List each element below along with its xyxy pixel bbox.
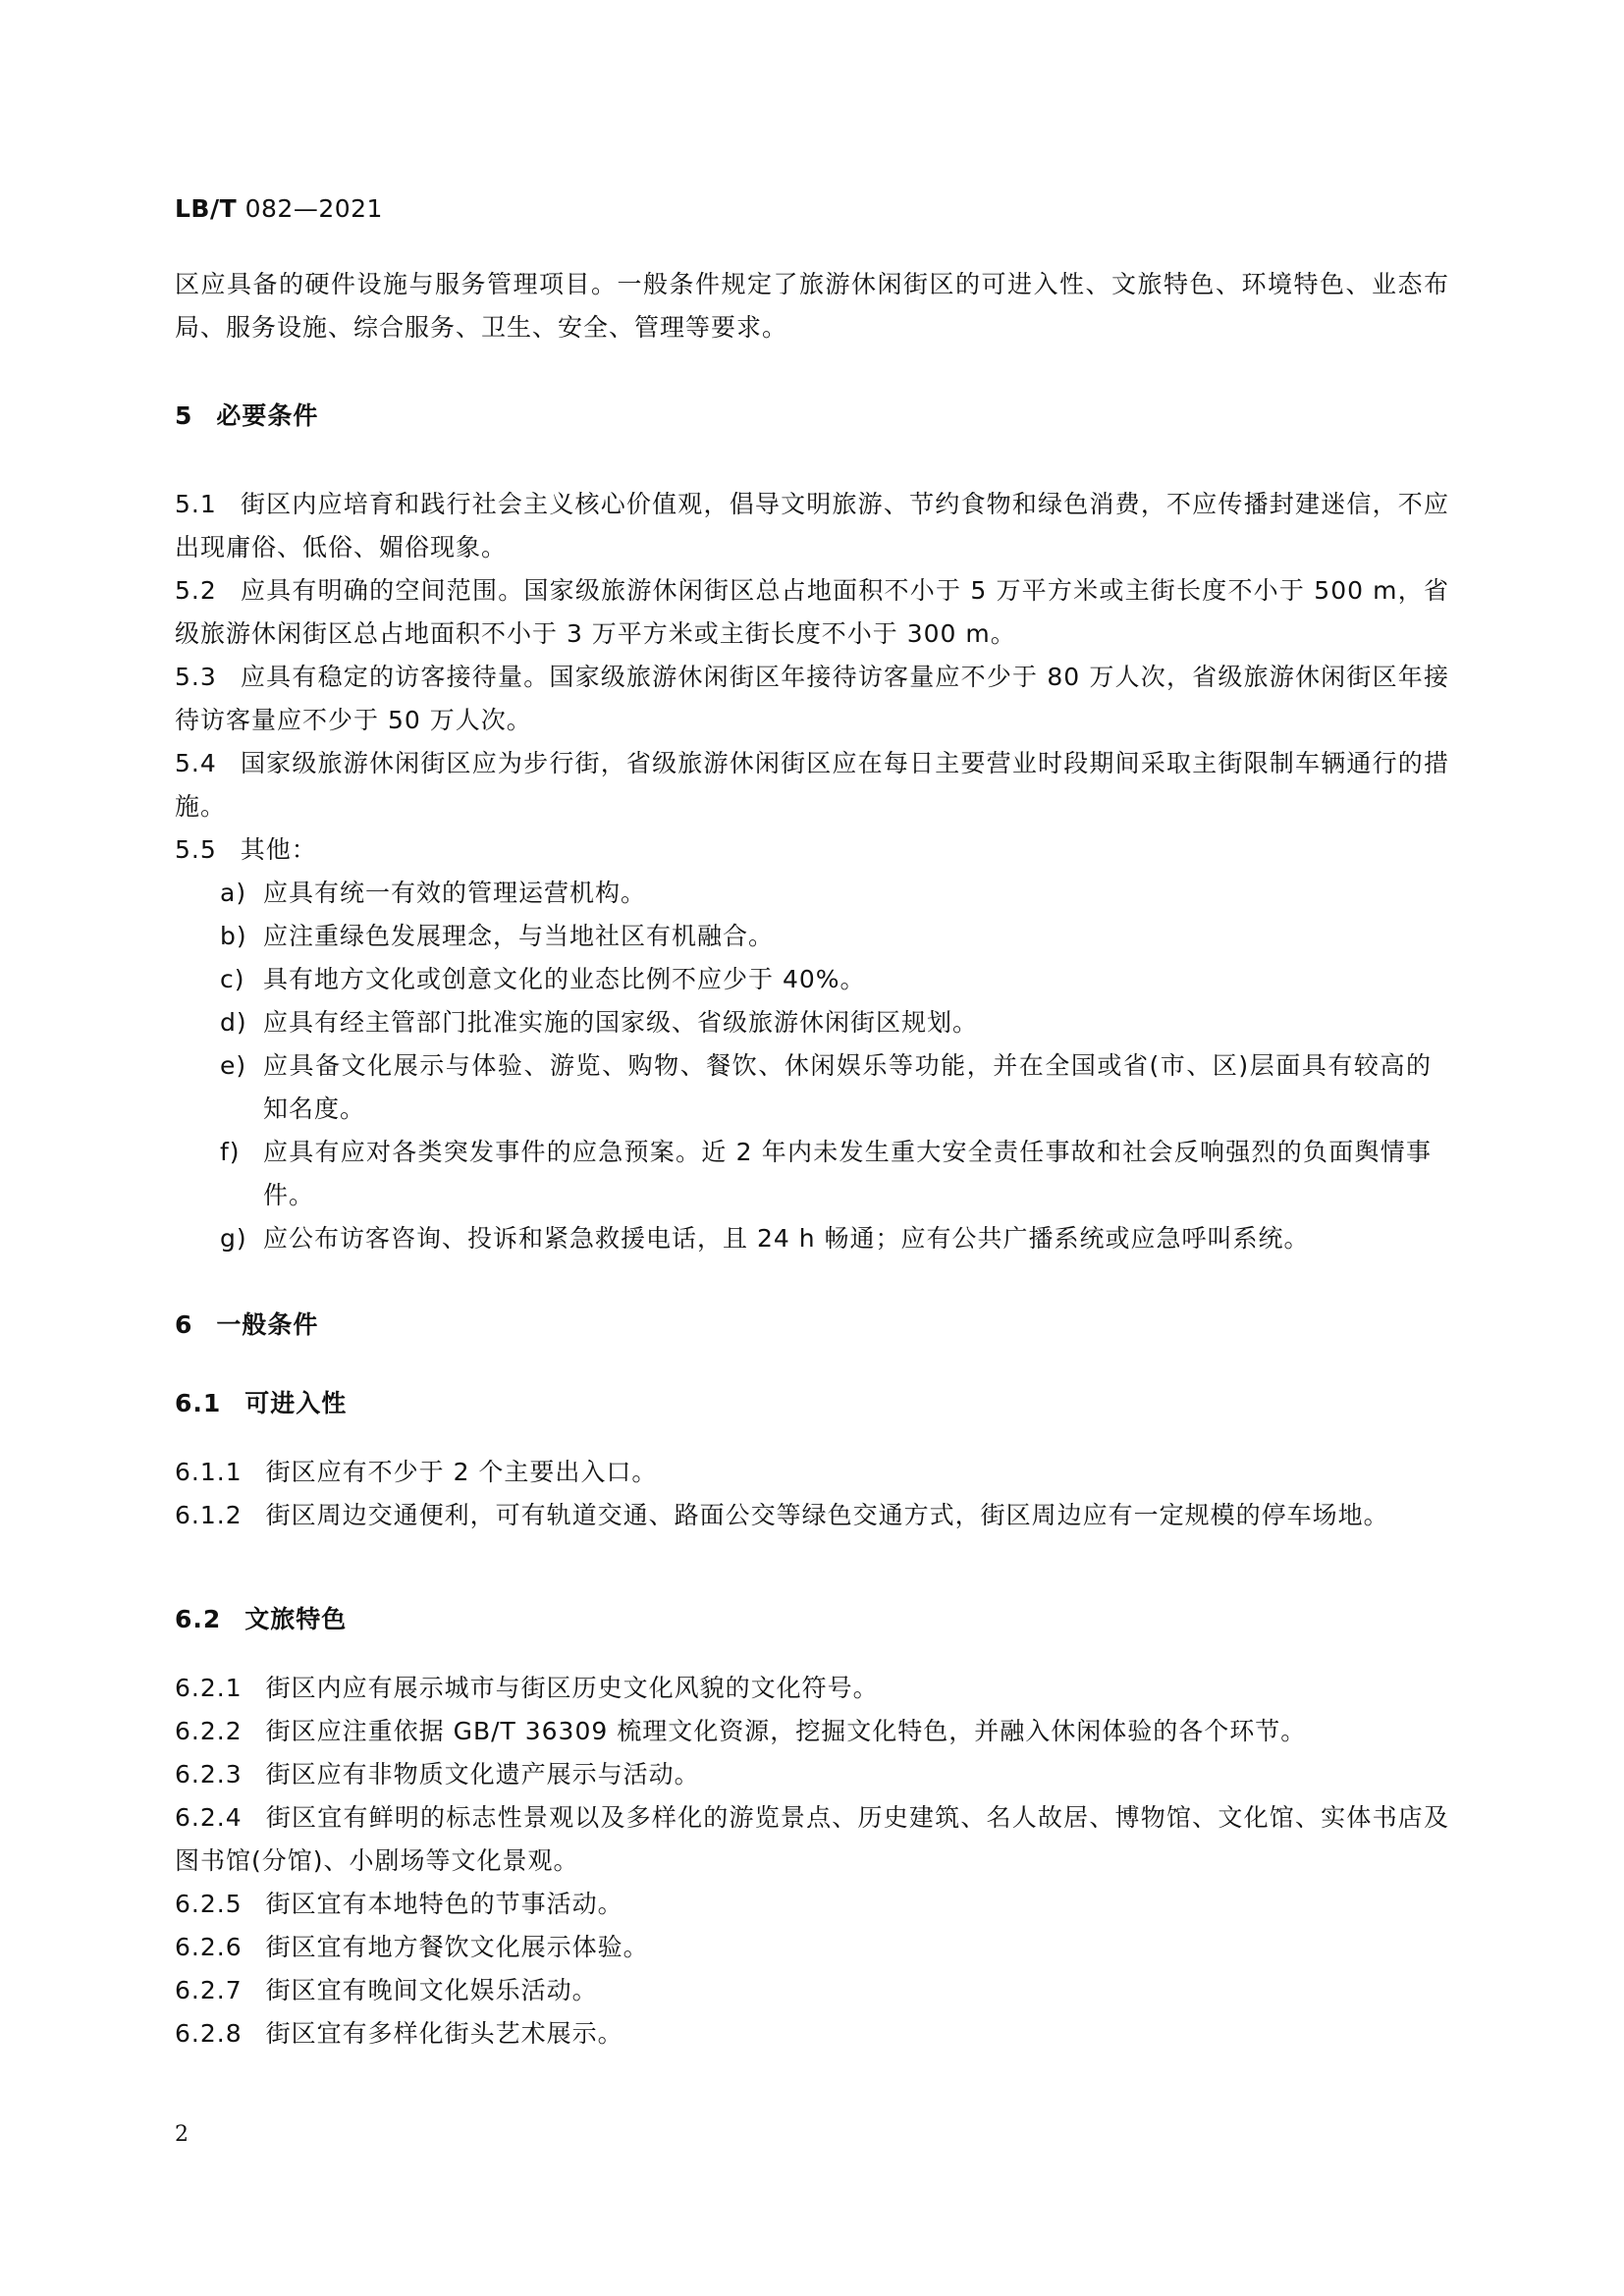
clause-text: 街区内应有展示城市与街区历史文化风貌的文化符号。 [265,1674,879,1702]
list-item-text: 应具有应对各类突发事件的应急预案。近 2 年内未发生重大安全责任事故和社会反响强烈的负面舆情事件。 [263,1138,1432,1209]
clause-number: 5.1 [175,490,217,518]
subsection-6-2-heading [175,1598,1449,1641]
requirement-list [175,872,1449,1260]
clause-6-2-3 [175,1753,1449,1796]
clause-text: 国家级旅游休闲街区应为步行街，省级旅游休闲街区应在每日主要营业时段期间采取主街限制车辆通行的措施。 [175,749,1449,821]
subsection-6-1-heading [175,1382,1449,1425]
subsection-number: 6.1 [175,1389,222,1417]
clause-number: 5.3 [175,663,217,691]
clause-number: 6.2.3 [175,1760,243,1789]
section-title: 必要条件 [216,401,319,430]
clause-6-1-2 [175,1494,1449,1537]
list-item-tag: e) [220,1051,247,1080]
clause-text: 街区周边交通便利，可有轨道交通、路面公交等绿色交通方式，街区周边应有一定规模的停车场地。 [265,1501,1389,1529]
list-item-text: 应公布访客咨询、投诉和紧急救援电话，且 24 h 畅通；应有公共广播系统或应急呼叫系统。 [263,1224,1310,1253]
clause-6-2-8 [175,2012,1449,2056]
clause-text: 街区宜有多样化街头艺术展示。 [265,2019,623,2048]
clause-number: 6.2.8 [175,2019,243,2048]
clause-number: 6.2.4 [175,1803,243,1832]
clause-number: 5.5 [175,835,217,864]
standard-code-number: 082—2021 [237,194,383,223]
list-item-tag: f) [220,1138,241,1166]
list-item [175,1001,1449,1044]
clause-5-2 [175,569,1449,656]
clause-text: 街区宜有鲜明的标志性景观以及多样化的游览景点、历史建筑、名人故居、博物馆、文化馆、实体书店及图书馆(分馆)、小剧场等文化景观。 [175,1803,1449,1875]
subsection-number: 6.2 [175,1605,222,1633]
intro-paragraph: 区应具备的硬件设施与服务管理项目。一般条件规定了旅游休闲街区的可进入性、文旅特色、环境特色、业态布局、服务设施、综合服务、卫生、安全、管理等要求。 [175,270,1449,342]
section-number: 6 [175,1310,193,1339]
clause-number: 5.2 [175,576,217,605]
clause-5-4 [175,742,1449,828]
clause-6-2-2 [175,1710,1449,1753]
clause-text: 街区应注重依据 GB/T 36309 梳理文化资源，挖掘文化特色，并融入休闲体验的各个环节。 [265,1717,1307,1745]
clause-number: 6.2.1 [175,1674,243,1702]
list-item [175,915,1449,958]
clause-text: 街区宜有地方餐饮文化展示体验。 [265,1933,649,1961]
intro-section [175,263,1449,349]
list-item-text: 具有地方文化或创意文化的业态比例不应少于 40%。 [263,965,866,993]
list-item-tag: a) [220,879,247,907]
clause-number: 6.2.6 [175,1933,243,1961]
clause-number: 6.1.1 [175,1458,243,1486]
list-item-tag: d) [220,1008,247,1037]
section-number: 5 [175,401,193,430]
page-number: 2 [175,2122,189,2147]
clause-number: 6.2.7 [175,1976,243,2004]
list-item [175,1044,1449,1131]
clause-text: 街区应有非物质文化遗产展示与活动。 [265,1760,700,1789]
clause-number: 5.4 [175,749,217,777]
clause-5-5 [175,828,1449,872]
clause-5-3 [175,656,1449,742]
clause-number: 6.2.2 [175,1717,243,1745]
clause-number: 6.1.2 [175,1501,243,1529]
list-item [175,1217,1449,1260]
section-title: 一般条件 [216,1310,319,1339]
clause-5-1 [175,483,1449,569]
clause-text: 应具有稳定的访客接待量。国家级旅游休闲街区年接待访客量应不少于 80 万人次，省级旅游休闲街区年接待访客量应不少于 50 万人次。 [175,663,1449,734]
list-item [175,872,1449,915]
clause-text: 街区应有不少于 2 个主要出入口。 [265,1458,658,1486]
list-item-tag: b) [220,922,247,950]
clause-text: 其他： [240,835,317,864]
list-item-tag: c) [220,965,245,993]
list-item-text: 应注重绿色发展理念，与当地社区有机融合。 [263,922,775,950]
clause-6-2-5 [175,1883,1449,1926]
list-item-tag: g) [220,1224,247,1253]
clause-6-1-1 [175,1451,1449,1494]
subsection-title: 文旅特色 [244,1605,348,1633]
section-6-heading [175,1304,1449,1347]
list-item-text: 应具备文化展示与体验、游览、购物、餐饮、休闲娱乐等功能，并在全国或省(市、区)层面具有较高的知名度。 [263,1051,1432,1123]
list-item-text: 应具有经主管部门批准实施的国家级、省级旅游休闲街区规划。 [263,1008,979,1037]
clause-text: 街区内应培育和践行社会主义核心价值观，倡导文明旅游、节约食物和绿色消费，不应传播封建迷信，不应出现庸俗、低俗、媚俗现象。 [175,490,1449,561]
standard-code-prefix: LB/T [175,194,238,223]
document-page [175,0,1449,2296]
list-item [175,958,1449,1001]
list-item [175,1131,1449,1217]
clause-6-2-7 [175,1969,1449,2012]
subsection-title: 可进入性 [244,1389,348,1417]
clause-text: 街区宜有晚间文化娱乐活动。 [265,1976,598,2004]
clause-text: 街区宜有本地特色的节事活动。 [265,1890,623,1918]
list-item-text: 应具有统一有效的管理运营机构。 [263,879,647,907]
clause-6-2-4 [175,1796,1449,1883]
clause-6-2-1 [175,1667,1449,1710]
section-5-heading [175,395,1449,438]
standard-code-header [175,194,383,223]
clause-6-2-6 [175,1926,1449,1969]
clause-text: 应具有明确的空间范围。国家级旅游休闲街区总占地面积不小于 5 万平方米或主街长度不小于 500 m，省级旅游休闲街区总占地面积不小于 3 万平方米或主街长度不小于 300 m。 [175,576,1449,648]
clause-number: 6.2.5 [175,1890,243,1918]
